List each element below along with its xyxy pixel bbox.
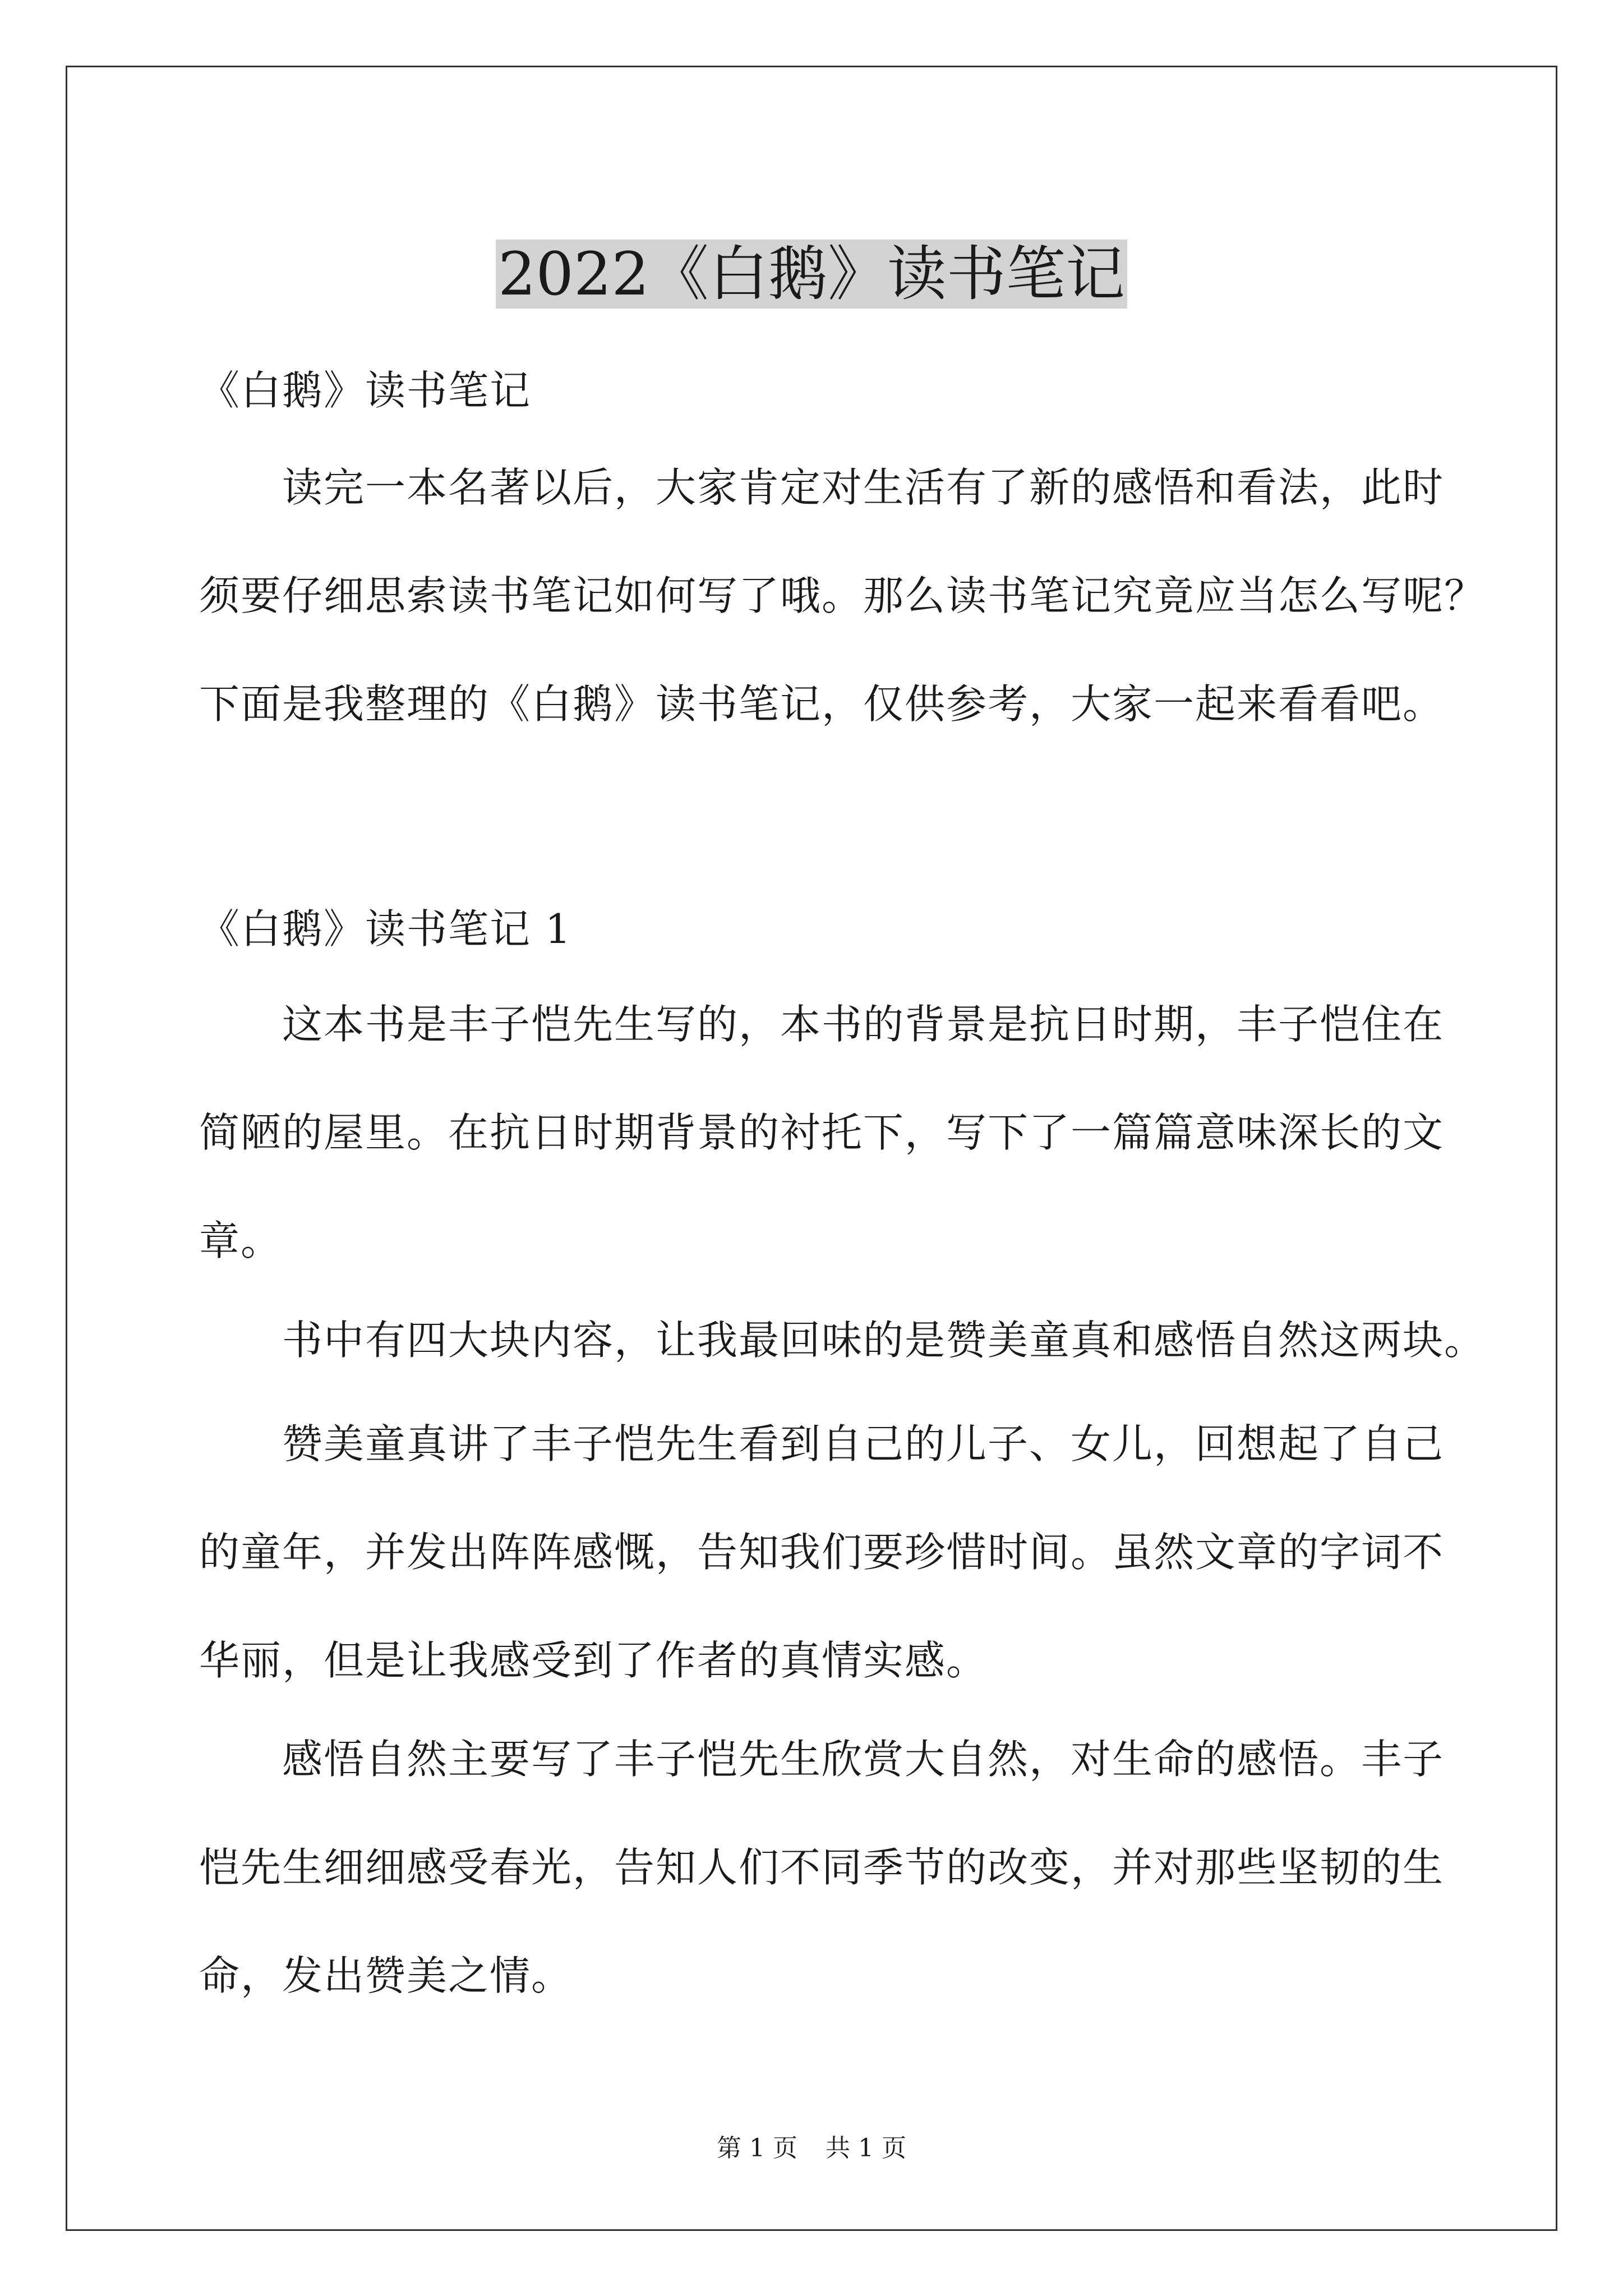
intro-line-1: 读完一本名著以后，大家肯定对生活有了新的感悟和看法，此时 — [282, 464, 1445, 511]
p1-line-2: 简陋的屋里。在抗日时期背景的衬托下，写下了一篇篇意味深长的文 — [199, 1109, 1445, 1156]
intro-paragraph — [199, 434, 1486, 758]
p4-line-3: 命，发出赞美之情。 — [199, 1952, 573, 1999]
intro-heading: 《白鹅》读书笔记 — [199, 367, 532, 414]
p4-line-1: 感悟自然主要写了丰子恺先生欣赏大自然，对生命的感悟。丰子 — [282, 1736, 1445, 1783]
page-footer — [0, 2132, 1623, 2165]
p1-line-1: 这本书是丰子恺先生写的，本书的背景是抗日时期，丰子恺住在 — [282, 1001, 1445, 1048]
section-1-paragraph-1 — [199, 970, 1447, 1295]
p1-line-3: 章。 — [199, 1217, 283, 1264]
intro-line-3: 下面是我整理的《白鹅》读书笔记，仅供参考，大家一起来看看吧。 — [199, 680, 1445, 728]
p3-line-3: 华丽，但是让我感受到了作者的真情实感。 — [199, 1637, 988, 1684]
p2-line-1: 书中有四大块内容，让我最回味的是赞美童真和感悟自然这两块。 — [282, 1317, 1486, 1364]
section-1-heading: 《白鹅》读书笔记 1 — [199, 905, 572, 953]
page-number-current: 第 1 页 — [717, 2134, 797, 2162]
intro-line-2: 须要仔细思索读书笔记如何写了哦。那么读书笔记究竟应当怎么写呢？ — [199, 572, 1486, 619]
p3-line-2: 的童年，并发出阵阵感慨，告知我们要珍惜时间。虽然文章的字词不 — [199, 1529, 1445, 1576]
section-1-paragraph-2 — [199, 1286, 1486, 1395]
section-1-paragraph-3 — [199, 1390, 1447, 1715]
document-title-text: 2022《白鹅》读书笔记 — [496, 240, 1127, 309]
document-title — [0, 235, 1623, 314]
section-1-paragraph-4 — [199, 1705, 1447, 2030]
p4-line-2: 恺先生细细感受春光，告知人们不同季节的改变，并对那些坚韧的生 — [199, 1844, 1445, 1891]
p3-line-1: 赞美童真讲了丰子恺先生看到自己的儿子、女儿，回想起了自己 — [282, 1420, 1445, 1467]
page-number-total: 共 1 页 — [826, 2134, 906, 2162]
